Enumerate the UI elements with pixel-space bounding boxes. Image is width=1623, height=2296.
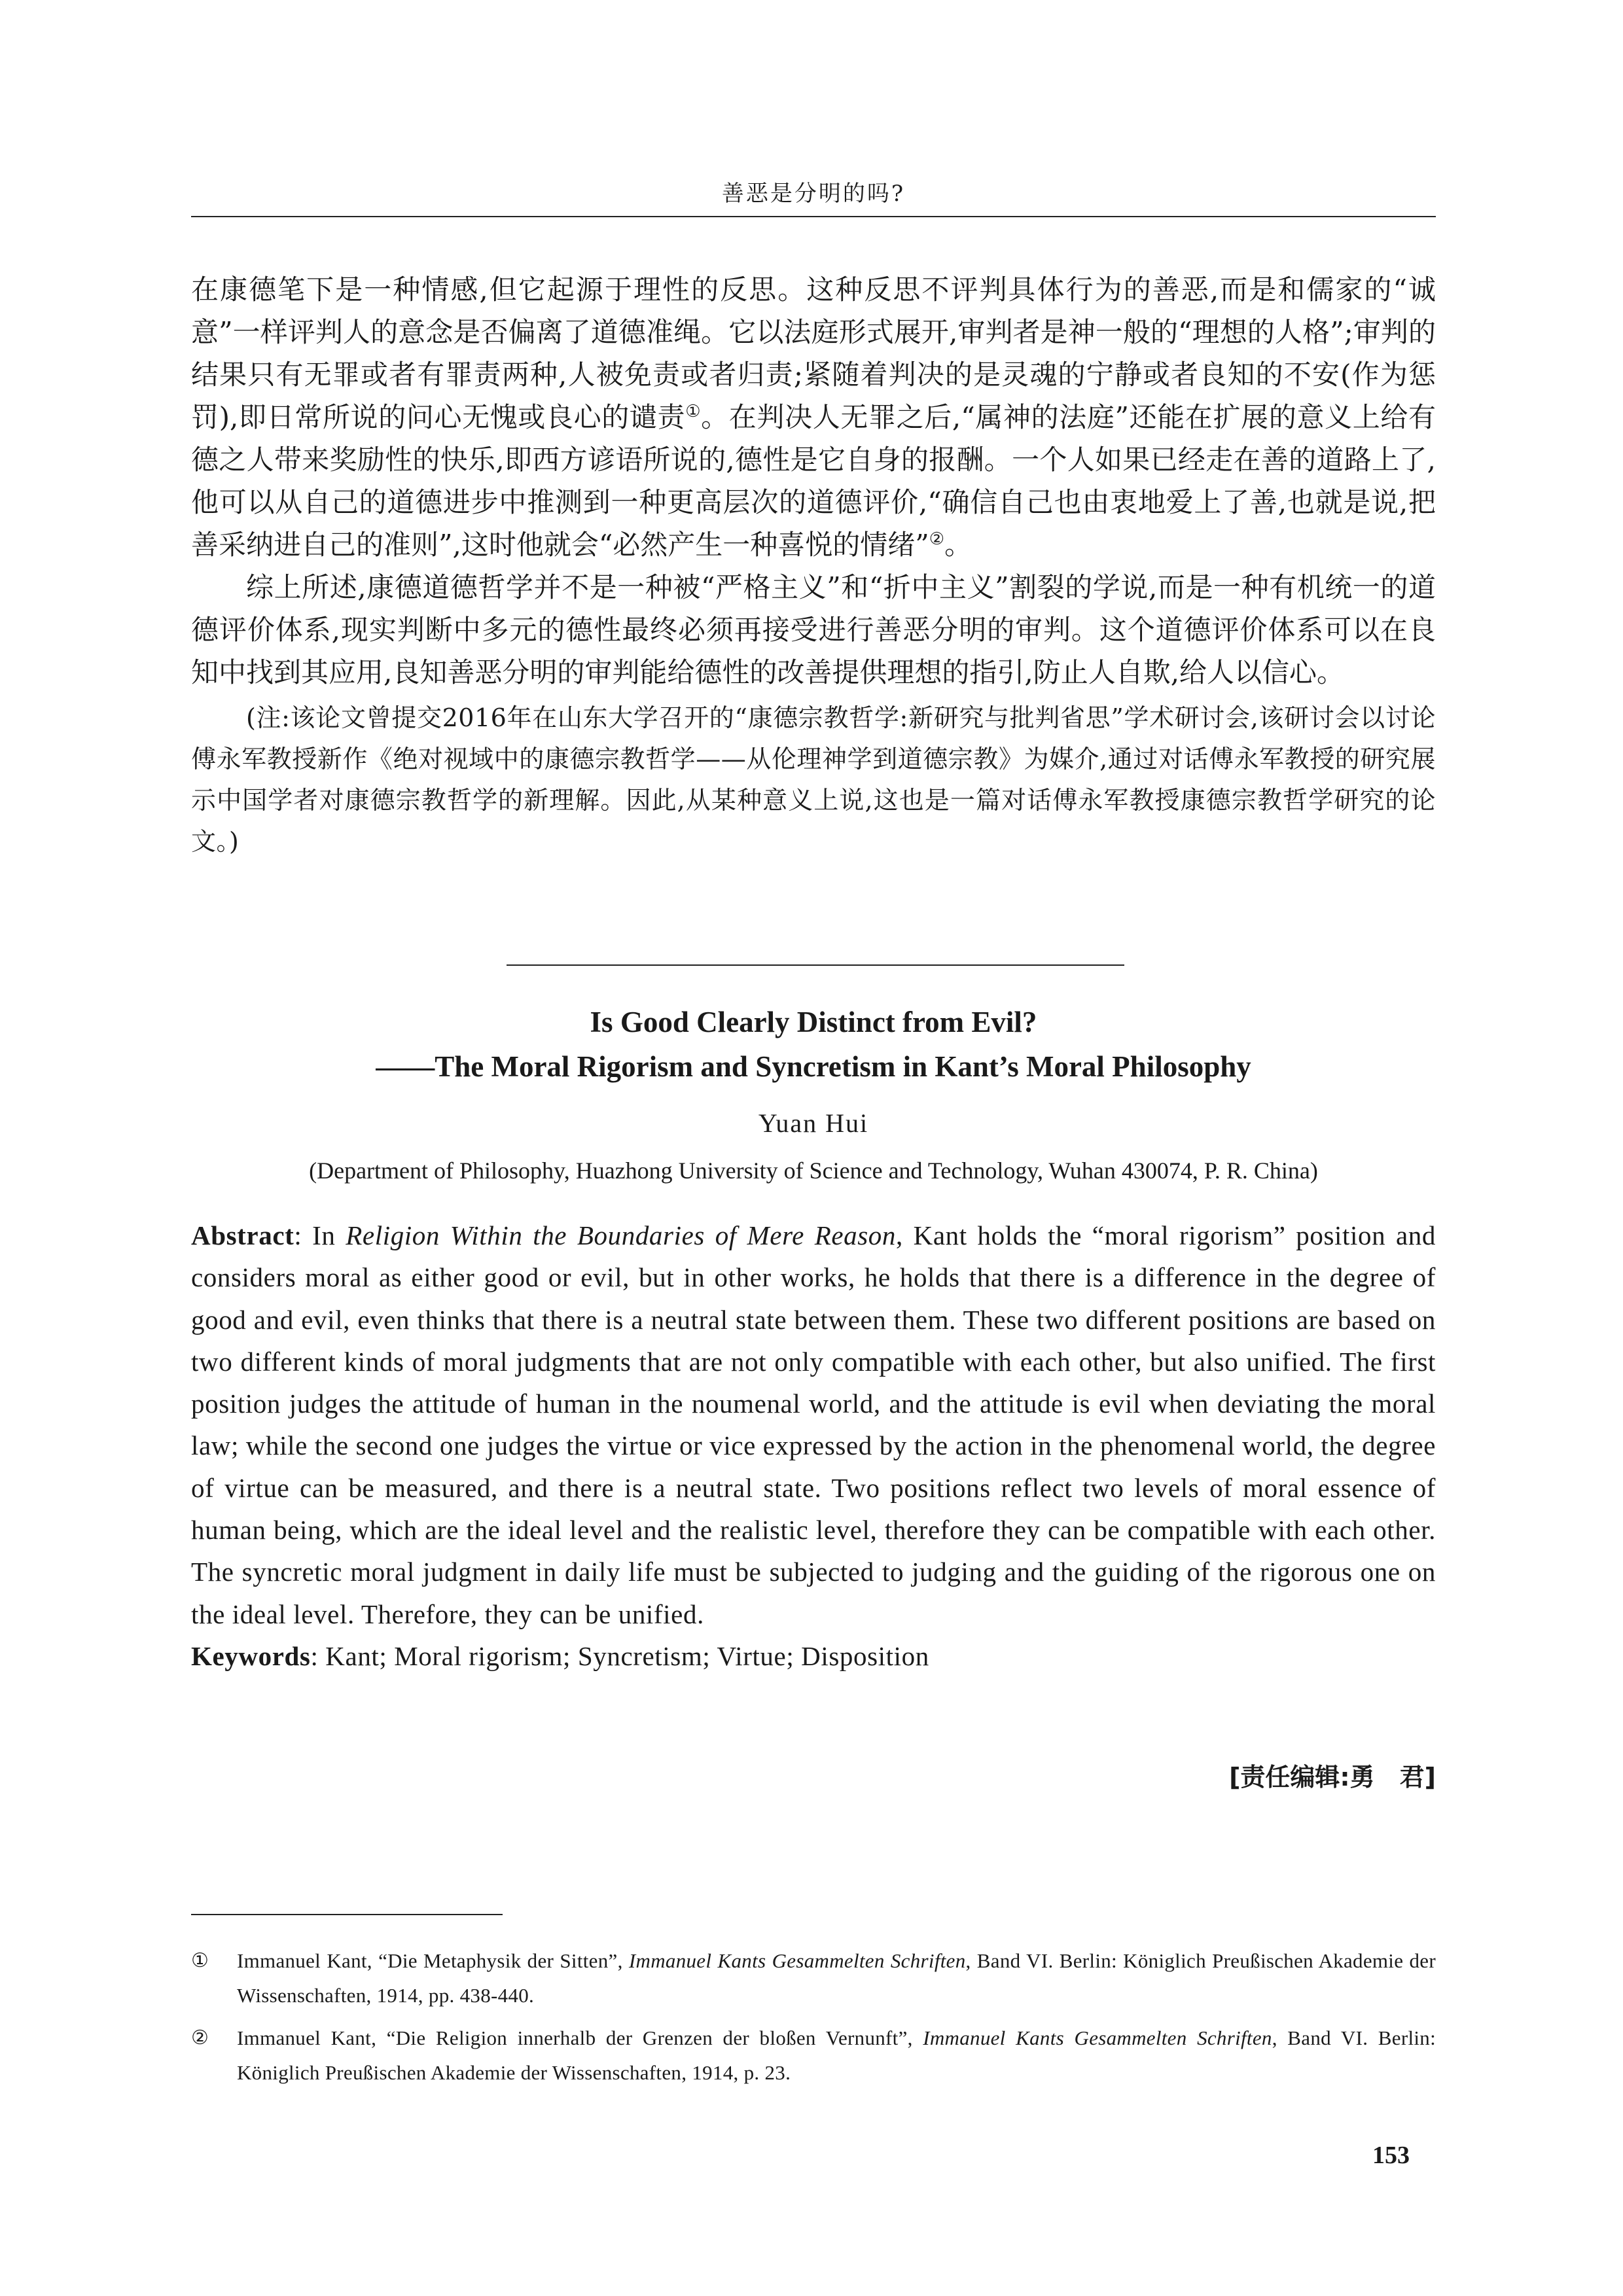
footnote-post: , Band VI. Berlin: Königlich Preußischen Akademie der Wissenschaften, 1914, p. 23. [237,2026,1436,2084]
body-paragraph-1-part-b: 。在判决人无罪之后,“属神的法庭”还能在扩展的意义上给有德之人带来奖励性的快乐,即西方谚语所说的,德性是它自身的报酬。一个人如果已经走在善的道路上了,他可以从自己的道德进步中推测到一种更高层次的道德评价,“确信自己也由衷地爱上了善,也就是说,把善采纳进自己的准则”,这时他就会“必然产生一种喜悦的情绪” [191,401,1436,561]
english-author: Yuan Hui [758,1108,869,1138]
footnote-source-title: Immanuel Kants Gesammelten Schriften [923,2026,1272,2049]
keywords-paragraph [191,1635,1436,1677]
footnote-ref-2[interactable]: ② [929,529,945,549]
english-title-subtitle: ——The Moral Rigorism and Syncretism in Kant’s Moral Philosophy [376,1050,1251,1083]
responsible-editor: [责任编辑:勇 君] [1229,1763,1436,1792]
footnotes [191,1943,1436,2098]
footnote-pre: Immanuel Kant, “Die Metaphysik der Sitten”, [237,1949,629,1972]
footnote-pre: Immanuel Kant, “Die Religion innerhalb der Grenzen der bloßen Vernunft”, [237,2026,923,2049]
body-paragraph-1-part-a: 在康德笔下是一种情感,但它起源于理性的反思。这种反思不评判具体行为的善恶,而是和儒家的“诚意”一样评判人的意念是否偏离了道德准绳。它以法庭形式展开,审判者是神一般的“理想的人格”;审判的结果只有无罪或者有罪责两种,人被免责或者归责;紧随着判决的是灵魂的宁静或者良知的不安(作为惩罚),即日常所说的问心无愧或良心的谴责 [191,274,1436,433]
keywords-label: Keywords [191,1640,311,1671]
english-title [191,1000,1436,1089]
footnote-text [237,1943,1436,2013]
english-affiliation: (Department of Philosophy, Huazhong University of Science and Technology, Wuhan 430074, P. R. China) [309,1157,1318,1184]
footnote-source-title: Immanuel Kants Gesammelten Schriften [628,1949,966,1972]
keywords-text: : Kant; Moral rigorism; Syncretism; Virtue; Disposition [310,1640,929,1671]
abstract-label: Abstract [191,1220,294,1250]
footnote-post: , Band VI. Berlin: Königlich Preußischen Akademie der Wissenschaften, 1914, pp. 438-440. [237,1949,1436,2007]
abstract-text: , Kant holds the “moral rigorism” position and considers moral as either good or evil, but in other works, he holds that there is a difference in the degree of good and evil, even thinks that there is a neutral state between them. These two different positions are based on two different kinds of moral judgments that are not only compatible with each other, but also unified. The first position judges the attitude of human in the noumenal world, and the attitude is evil when deviating the moral law; while the second one judges the virtue or vice expressed by the action in the phenomenal world, the degree of virtue can be measured, and there is a neutral state. Two positions reflect two levels of moral essence of human being, which are the ideal level and the realistic level, therefore they can be compatible with each other. The syncretic moral judgment in daily life must be subjected to judging and the guiding of the rigorous one on the ideal level. Therefore, they can be unified. [191,1220,1436,1629]
body-paragraph-2: 综上所述,康德道德哲学并不是一种被“严格主义”和“折中主义”割裂的学说,而是一种有机统一的道德评价体系,现实判断中多元的德性最终必须再接受进行善恶分明的审判。这个道德评价体系可以在良知中找到其应用,良知善恶分明的审判能给德性的改善提供理想的指引,防止人自欺,给人以信心。 [191,571,1436,688]
footnote-text [237,2021,1436,2090]
footnote-rule [191,1914,503,1915]
submission-note: (注:该论文曾提交2016年在山东大学召开的“康德宗教哲学:新研究与批判省思”学术研讨会,该研讨会以讨论傅永军教授新作《绝对视域中的康德宗教哲学——从伦理神学到道德宗教》为媒介,通过对话傅永军教授的研究展示中国学者对康德宗教哲学的新理解。因此,从某种意义上说,这也是一篇对话傅永军教授康德宗教哲学研究的论文。) [191,703,1436,856]
abstract-paragraph [191,1214,1436,1635]
body-paragraph-1-part-c: 。 [944,529,972,561]
footnote-mark: ② [191,2026,209,2049]
running-head: 善恶是分明的吗? [721,181,906,207]
section-divider [507,964,1124,966]
footnote-ref-1[interactable]: ① [685,402,702,421]
english-abstract [191,1214,1436,1677]
body-paragraph-1 [191,268,1436,566]
footnote-mark: ① [191,1949,209,1972]
header-rule [191,216,1436,217]
english-title-main: Is Good Clearly Distinct from Evil? [590,1006,1037,1038]
article-body [191,268,1436,862]
abstract-separator: : In [294,1220,346,1250]
page-number: 153 [1372,2142,1410,2169]
footnote-1 [191,1943,1436,2013]
footnote-2 [191,2021,1436,2090]
abstract-book-title: Religion Within the Boundaries of Mere Reason [346,1220,897,1250]
